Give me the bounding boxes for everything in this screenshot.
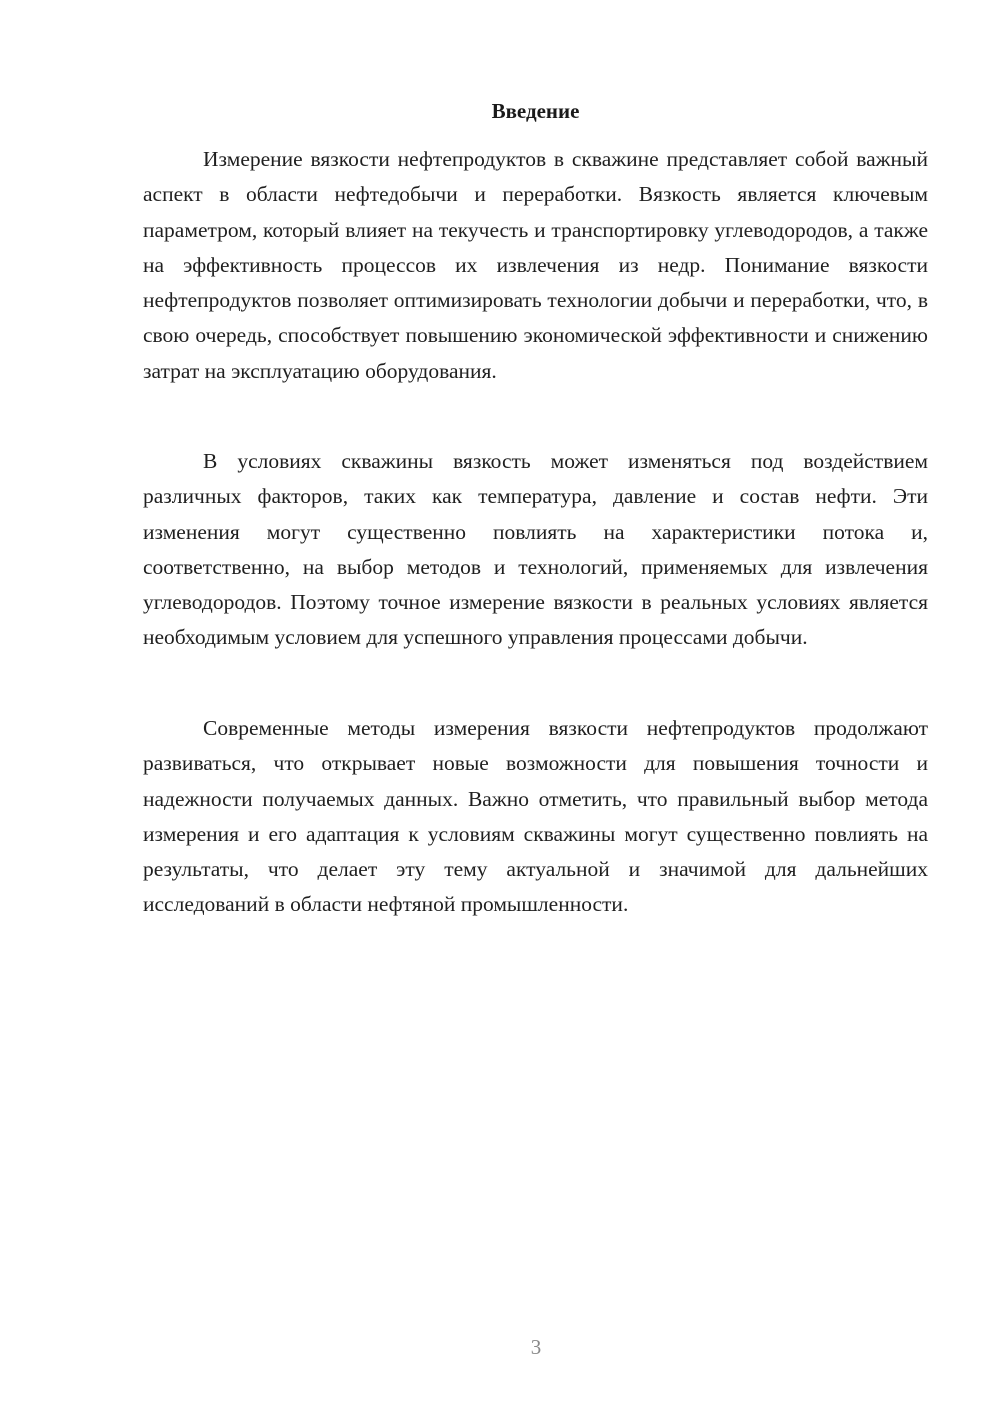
section-heading: Введение xyxy=(491,99,580,123)
paragraph-1: Измерение вязкости нефтепродуктов в скважине представляет собой важный аспект в области нефтедобычи и переработки. Вязкость является ключевым параметром, который влияет на текучесть и транспортировку углеводородов, а также на эффективность процессов их извлечения из недр. Понимание вязкости нефтепродуктов позволяет оптимизировать технологии добычи и переработки, что, в свою очередь, способствует повышению экономической эффективности и снижению затрат на эксплуатацию оборудования. xyxy=(143,147,928,383)
paragraph-3: Современные методы измерения вязкости нефтепродуктов продолжают развиваться, что открывает новые возможности для повышения точности и надежности получаемых данных. Важно отметить, что правильный выбор метода измерения и его адаптация к условиям скважины могут существенно повлиять на результаты, что делает эту тему актуальной и значимой для дальнейших исследований в области нефтяной промышленности. xyxy=(143,716,928,917)
page-number: 3 xyxy=(530,1335,542,1359)
paragraph-2: В условиях скважины вязкость может изменяться под воздействием различных факторов, таких как температура, давление и состав нефти. Эти изменения могут существенно повлиять на характеристики потока и, соответственно, на выбор методов и технологий, применяемых для извлечения углеводородов. Поэтому точное измерение вязкости в реальных условиях является необходимым условием для успешного управления процессами добычи. xyxy=(143,449,928,650)
